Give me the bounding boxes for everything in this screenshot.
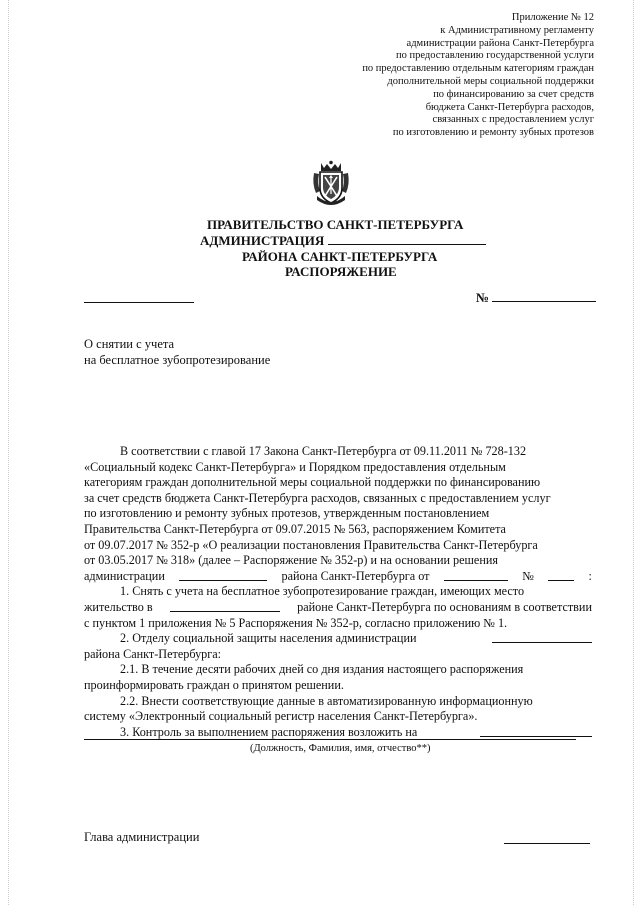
item-1-line: 1. Снять с учета на бесплатное зубопротезирование граждан, имеющих место	[120, 584, 525, 599]
item-3-text: 3. Контроль за выполнением распоряжения возложить на	[120, 724, 418, 739]
residence-label: жительство в	[84, 599, 153, 614]
annex-line: связанных с предоставлением услуг	[432, 114, 594, 126]
responsible-person-blank	[84, 739, 576, 740]
annex-line: дополнительной меры социальной поддержки	[387, 75, 594, 87]
decision-label: администрации	[84, 568, 165, 583]
subject-block	[84, 336, 270, 368]
decision-district: района Санкт-Петербурга от	[281, 568, 430, 583]
item-2-2-line: систему «Электронный социальный регистр населения Санкт-Петербурга».	[84, 709, 478, 724]
annex-line: бюджета Санкт-Петербурга расходов,	[425, 101, 594, 113]
scan-margin-left	[8, 0, 9, 905]
scan-margin-right	[633, 0, 634, 905]
number-sign: №	[476, 290, 490, 305]
residence-text: районе Санкт-Петербурга по основаниям в соответствии	[297, 599, 592, 614]
item-3-blank	[480, 725, 592, 737]
header-government: ПРАВИТЕЛЬСТВО САНКТ-ПЕТЕРБУРГА	[207, 217, 464, 232]
subject-line: О снятии с учета	[84, 337, 175, 351]
annex-block	[362, 12, 594, 140]
head-of-administration-label: Глава администрации	[84, 830, 200, 844]
order-number-blank	[492, 290, 596, 302]
item-2-1-line: проинформировать граждан о принятом решении.	[84, 677, 344, 692]
item-2-text: 2. Отделу социальной защиты населения администрации	[120, 631, 417, 646]
item-1-line: с пунктом 1 приложения № 5 Распоряжения № 352-р, согласно приложению № 1.	[84, 615, 508, 630]
body-line: за счет средств бюджета Санкт-Петербурга расходов, связанных с предоставлением услуг	[84, 490, 551, 505]
decision-date-blank	[444, 569, 508, 581]
item-3-line	[84, 725, 592, 741]
item-1-residence-line	[84, 600, 592, 616]
residence-district-blank	[170, 600, 280, 612]
item-2-1-line: 2.1. В течение десяти рабочих дней со дня издания настоящего распоряжения	[120, 662, 524, 677]
head-signature-blank	[504, 843, 590, 844]
order-number	[476, 290, 596, 306]
item-2-line: района Санкт-Петербурга:	[84, 646, 222, 661]
body-line: от 09.07.2017 № 352-р «О реализации постановления Правительства Санкт-Петербурга	[84, 537, 538, 552]
annex-line: по финансированию за счет средств	[433, 88, 594, 100]
coat-of-arms-icon	[311, 160, 351, 208]
decision-colon: :	[588, 568, 592, 583]
header-administration	[200, 233, 486, 249]
annex-line: по предоставлению государственной услуги	[396, 50, 594, 62]
document-body	[84, 444, 592, 740]
header-administration-label: АДМИНИСТРАЦИЯ	[200, 233, 325, 248]
annex-line: администрации района Санкт-Петербурга	[406, 37, 594, 49]
decision-admin-blank	[179, 569, 267, 581]
annex-line: к Административному регламенту	[440, 24, 594, 36]
decision-number-sign: №	[522, 568, 534, 583]
body-line: «Социальный кодекс Санкт-Петербурга» и Порядком предоставления отдельным	[84, 459, 506, 474]
district-name-blank	[328, 233, 486, 245]
body-line: от 03.05.2017 № 318» (далее – Распоряжение № 352-р) и на основании решения	[84, 553, 498, 568]
date-blank	[84, 302, 194, 303]
annex-line: по изготовлению и ремонту зубных протезов	[392, 127, 594, 139]
item-2-admin-blank	[492, 631, 592, 643]
item-2-line	[84, 631, 592, 647]
body-line-decision	[84, 569, 592, 585]
item-2-2-line: 2.2. Внести соответствующие данные в автоматизированную информационную	[120, 693, 533, 708]
body-line: по изготовлению и ремонту зубных протезов, утвержденным постановлением	[84, 506, 490, 521]
header-district: РАЙОНА САНКТ-ПЕТЕРБУРГА	[242, 249, 438, 264]
decision-number-blank	[548, 569, 574, 581]
subject-line: на бесплатное зубопротезирование	[84, 353, 271, 367]
body-line: В соответствии с главой 17 Закона Санкт-Петербурга от 09.11.2011 № 728-132	[120, 444, 527, 458]
header-order: РАСПОРЯЖЕНИЕ	[285, 264, 397, 279]
body-line: категориям граждан дополнительной меры социальной поддержки по финансированию	[84, 475, 541, 490]
annex-line: по предоставлению отдельным категориям граждан	[362, 63, 594, 75]
signature-caption: (Должность, Фамилия, имя, отчество**)	[250, 743, 431, 754]
body-line: Правительства Санкт-Петербурга от 09.07.2015 № 563, распоряжением Комитета	[84, 521, 506, 536]
annex-line: Приложение № 12	[511, 12, 594, 23]
